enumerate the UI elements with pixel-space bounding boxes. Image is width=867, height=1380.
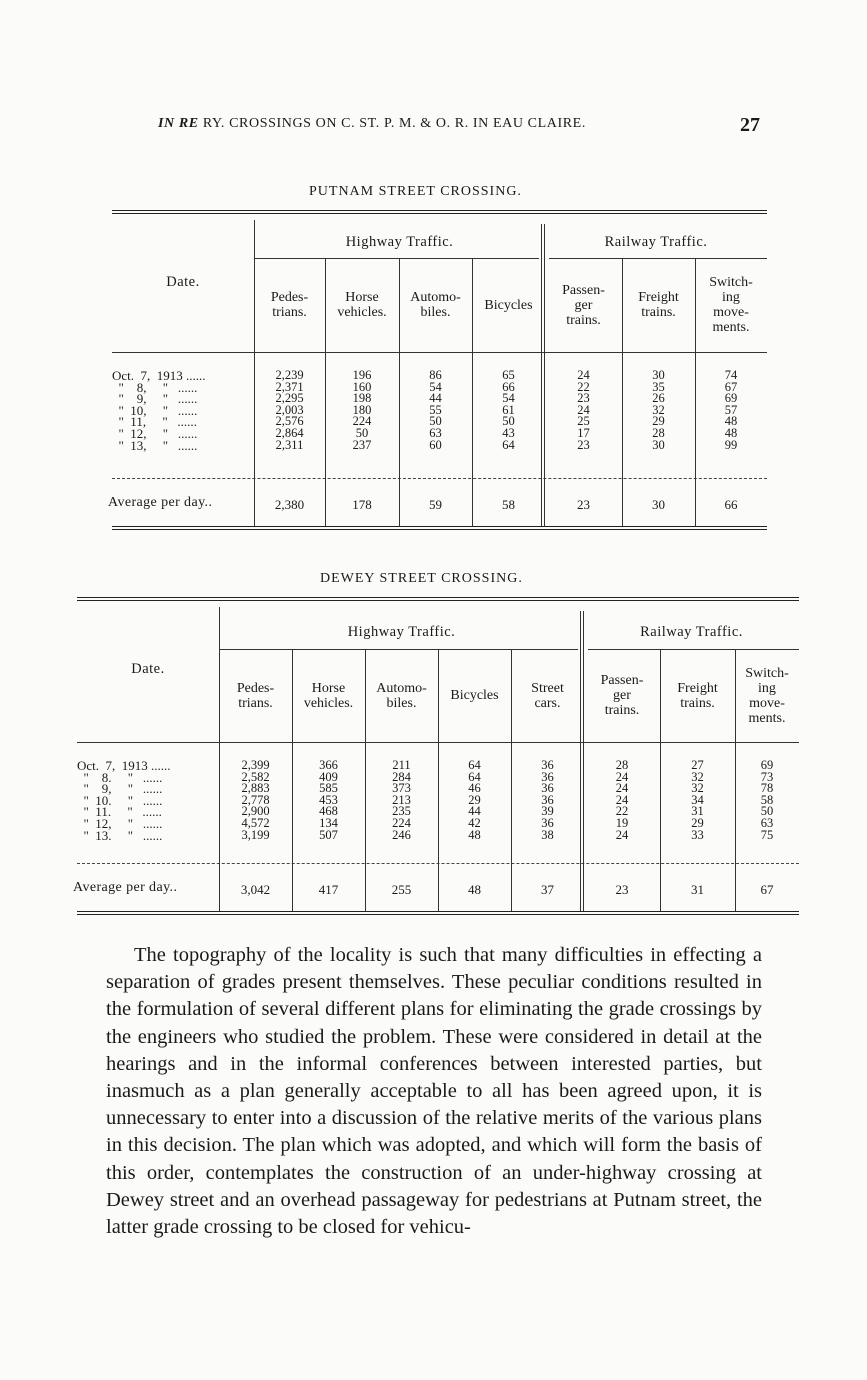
table-cell: 2,883 [241,781,270,796]
table-cell: 86 [429,368,442,382]
table-cell: 160 [352,379,372,394]
column-header: Pedes- trians. [270,290,309,320]
bottom-rule [77,911,799,915]
running-head [158,116,768,132]
page-number: 27 [740,114,760,136]
average-cell: 48 [468,882,481,897]
table-cell: 29 [468,792,481,807]
table-cell: 30 [652,437,665,452]
average-rule [112,478,767,479]
table-cell: 2,576 [275,414,304,429]
average-label: Average per day.. [73,880,178,895]
railway-group-rule [549,258,767,259]
table-cell: 24 [615,781,629,796]
railway-group-rule [588,649,799,650]
table-cell: 48 [724,426,738,440]
table-cell: 74 [724,368,738,382]
table-cell: 585 [319,781,338,796]
average-cell: 3,042 [240,882,271,897]
header-rule [112,352,767,353]
average-label: Average per day.. [108,495,213,510]
table-cell: 22 [615,804,629,819]
top-rule [112,210,767,214]
bottom-rule [112,526,767,530]
average-cell: 30 [652,497,665,512]
table-cell: 32 [691,781,704,796]
table-cell: 468 [319,804,338,819]
date-column-header: Date. [166,274,200,290]
table-cell: 58 [760,792,774,807]
table-cell: 198 [352,391,372,406]
average-cell: 23 [577,497,590,512]
column-header: Passen- ger trains. [562,282,605,328]
table-cell: 99 [724,437,738,452]
table-cell: 64 [502,437,515,452]
table-cell: 69 [760,758,774,772]
column-header: Pedes- trians. [236,680,275,711]
dewey-table-title: DEWEY STREET CROSSING. [320,571,523,586]
table-cell: 61 [502,402,515,417]
table-cell: 23 [577,391,590,406]
average-cell: 178 [352,497,372,512]
table-cell: 237 [352,437,372,452]
table-cell: 24 [577,368,590,382]
table-cell: 36 [541,792,554,807]
table-cell: 211 [392,758,411,772]
table-cell: 29 [691,816,704,830]
average-cell: 37 [541,882,554,897]
table-cell: 36 [541,769,554,784]
table-cell: 24 [615,827,629,842]
table-cell: 224 [352,414,372,429]
table-cell: 28 [615,758,629,772]
table-cell: 55 [429,402,442,417]
table-cell: 36 [541,758,554,772]
table-cell: 2,778 [241,792,270,807]
table-cell: 63 [760,816,774,830]
table-cell: 28 [652,426,665,440]
table-cell: 246 [392,827,411,842]
table-cell: 25 [577,414,590,429]
table-cell: 24 [615,792,629,807]
table-cell: 2,582 [241,769,270,784]
average-cell: 255 [391,882,412,897]
dewey-traffic-table [73,597,799,920]
table-cell: 57 [724,402,738,417]
table-cell: 78 [760,781,774,796]
table-cell: 44 [468,804,481,819]
table-cell: 507 [319,827,338,842]
column-header: Automo- biles. [410,290,461,320]
table-cell: 38 [541,827,554,842]
table-cell: 180 [352,402,372,417]
table-cell: 63 [429,426,442,440]
table-cell: 73 [760,769,774,784]
table-cell: 32 [691,769,704,784]
column-rule [219,607,220,911]
table-cell: 196 [352,368,372,382]
table-cell: 32 [652,402,665,417]
average-cell: 66 [724,497,738,512]
highway-traffic-label: Highway Traffic. [347,624,456,640]
table-cell: 2,371 [275,379,304,394]
average-cell: 59 [429,497,442,512]
table-cell: 2,311 [275,437,304,452]
railway-traffic-label: Railway Traffic. [640,624,743,640]
table-cell: 29 [652,414,665,429]
table-cell: 134 [319,816,338,830]
column-header: Horse vehicles. [337,290,387,320]
table-cell: 69 [724,391,738,406]
table-cell: 213 [392,792,411,807]
running-head-lead: IN RE [158,116,199,131]
column-header: Bicycles [484,297,533,313]
table-cell: 24 [577,402,590,417]
table-cell: 43 [502,426,515,440]
table-cell: 48 [468,827,481,842]
table-cell: 31 [691,804,704,819]
table-cell: 42 [468,816,481,830]
column-header: Switch- ing move- ments. [745,665,789,726]
table-cell: 19 [615,816,629,830]
top-rule [77,597,799,601]
table-cell: 44 [429,391,442,406]
table-cell: 48 [724,414,738,429]
table-cell: 2,003 [275,402,304,417]
table-cell: 17 [577,426,590,440]
table-cell: 65 [502,368,515,382]
table-cell: 50 [760,804,774,819]
table-cell: 23 [577,437,590,452]
column-header: Horse vehicles. [303,680,354,711]
putnam-traffic-table [108,210,767,535]
column-header: Street cars. [531,680,564,711]
average-cell: 31 [691,882,704,897]
table-cell: 54 [502,391,515,406]
table-cell: 46 [468,781,481,796]
table-cell: 2,864 [275,426,304,440]
table-cell: 34 [691,792,704,807]
table-cell: 30 [652,368,665,382]
body-paragraph: The topography of the locality is such that many difficulties in effecting a separation of grades present themselves. These peculiar conditions resulted in the formulation of several different plans for eliminating the grade crossings by the engineers who studied the problem. These were considered in detail at the hearings and in the informal conferences between interested parties, but inasmuch as a plan generally acceptable to all has been agreed upon, it is unnecessary to enter into a discussion of the relative merits of the various plans in this decision. The plan which was adopted, and which will form the basis of this order, contemplates the construction of an under-highway crossing at Dewey street and an overhead passageway for pedestrians at Putnam street, the latter grade crossing to be closed for vehicu- [106,944,762,1239]
table-cell: 75 [760,827,774,842]
average-cell: 417 [318,882,339,897]
highway-group-rule [219,649,578,650]
table-cell: 64 [468,769,481,784]
table-cell: 235 [392,804,411,819]
table-cell: 366 [319,758,338,772]
table-cell: 54 [429,379,442,394]
putnam-table-title: PUTNAM STREET CROSSING. [309,184,522,199]
column-header: Freight trains. [638,290,679,320]
table-cell: 4,572 [241,816,270,830]
table-cell: 2,295 [275,391,304,406]
column-header: Bicycles [450,688,499,703]
table-cell: 373 [392,781,411,796]
table-cell: 27 [691,758,704,772]
table-cell: 3,199 [241,827,270,842]
table-cell: 224 [392,816,411,830]
table-cell: 50 [355,426,369,440]
date-list: Oct. 7, 1913 ...... " 8, " ...... " 9, " ...... " 10, " ...... " 11, " ...... " 12, " ...... " 13, " ...... [112,368,206,453]
table-cell: 409 [319,769,338,784]
table-cell: 2,239 [275,368,304,382]
date-column-header: Date. [131,661,165,677]
table-cell: 66 [502,379,515,394]
highway-traffic-label: Highway Traffic. [345,234,454,250]
table-cell: 22 [577,379,590,394]
table-cell: 26 [652,391,665,406]
table-cell: 35 [652,379,665,394]
table-cell: 50 [502,414,515,429]
average-cell: 2,380 [274,497,305,512]
table-cell: 64 [468,758,481,772]
date-list: Oct. 7, 1913 ...... " 8. " ...... " 9, " ...... " 10. " ...... " 11. " ...... " 12, " ...... " 13. " ...... [77,758,171,843]
table-cell: 36 [541,816,554,830]
running-head-text: RY. CROSSINGS ON C. ST. P. M. & O. R. IN EAU CLAIRE. [202,116,586,131]
average-cell: 58 [502,497,515,512]
highway-group-rule [254,258,539,259]
column-header: Passen- ger trains. [600,673,644,718]
table-cell: 39 [541,804,554,819]
body-text [106,942,762,1241]
table-cell: 33 [691,827,704,842]
table-cell: 60 [429,437,442,452]
table-cell: 24 [615,769,629,784]
column-header: Freight trains. [677,680,718,711]
average-cell: 23 [615,882,629,897]
table-cell: 2,399 [241,758,270,772]
average-cell: 67 [760,882,774,897]
table-cell: 2,900 [241,804,270,819]
table-cell: 50 [429,414,442,429]
table-cell: 67 [724,379,738,394]
table-cell: 284 [392,769,411,784]
railway-traffic-label: Railway Traffic. [604,234,708,250]
table-cell: 453 [319,792,338,807]
column-header: Automo- biles. [376,680,427,711]
column-header: Switch- ing move- ments. [709,275,753,335]
table-cell: 36 [541,781,554,796]
